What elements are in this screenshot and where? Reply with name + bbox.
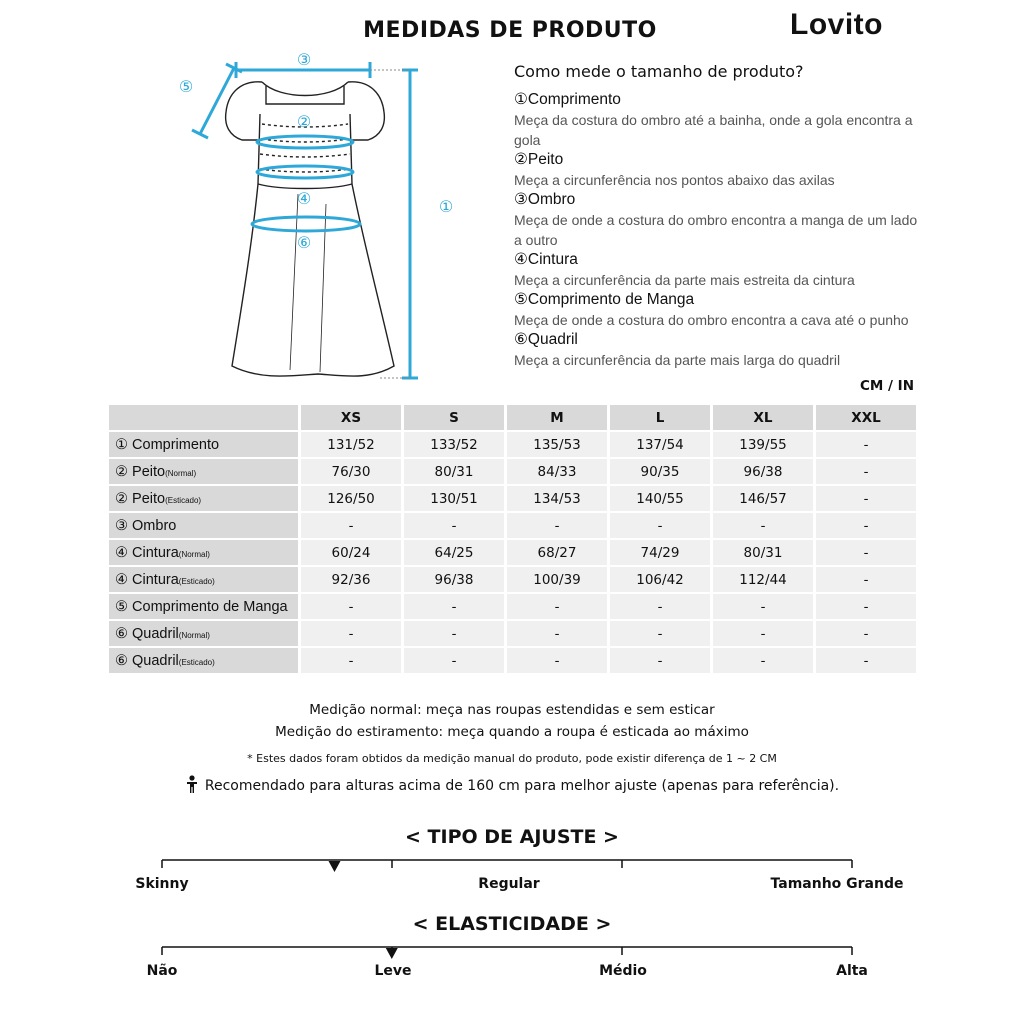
table-row (109, 540, 916, 565)
brand-logo: Lovito (790, 8, 883, 41)
table-cell: 60/24 (301, 540, 401, 565)
row-label-qualifier: (Esticado) (178, 576, 215, 586)
howto-item-title: ①Comprimento (514, 91, 621, 108)
row-label (109, 594, 298, 619)
howto-item-desc: Meça a circunferência nos pontos abaixo das axilas (514, 172, 835, 188)
table-cell: - (404, 648, 504, 673)
table-cell: 139/55 (713, 432, 813, 457)
elasticity-label-light: Leve (374, 963, 412, 979)
row-label-text: ④ Cintura (115, 571, 179, 588)
howto-item-title: ③Ombro (514, 191, 576, 208)
table-cell: - (816, 459, 916, 484)
table-cell: 134/53 (507, 486, 607, 511)
table-cell: 84/33 (507, 459, 607, 484)
table-cell: - (816, 594, 916, 619)
fit-indicator (329, 861, 341, 872)
howto-item-title: ⑤Comprimento de Manga (514, 291, 695, 308)
row-label (109, 540, 298, 565)
table-cell: 146/57 (713, 486, 813, 511)
howto-item-desc: Meça da costura do ombro até a bainha, onde a gola encontra a gola (514, 112, 913, 148)
marker-3: ③ (296, 50, 312, 69)
table-cell: 135/53 (507, 432, 607, 457)
row-label-text: ⑥ Quadril (115, 625, 179, 642)
table-cell: - (507, 621, 607, 646)
row-label (109, 459, 298, 484)
note-disclaimer: * Estes dados foram obtidos da medição manual do produto, pode existir diferença de 1 ~ 2 CM (247, 752, 777, 765)
table-cell: - (507, 594, 607, 619)
howto-item-title: ⑥Quadril (514, 331, 578, 348)
table-cell: 130/51 (404, 486, 504, 511)
table-cell: - (816, 567, 916, 592)
row-label (109, 432, 298, 457)
howto-item-desc: Meça a circunferência da parte mais larga do quadril (514, 352, 841, 368)
table-row (109, 594, 916, 619)
table-cell: - (610, 594, 710, 619)
table-cell: - (610, 621, 710, 646)
table-cell: - (713, 594, 813, 619)
units-label: CM / IN (860, 378, 914, 394)
row-label-text: ③ Ombro (115, 517, 177, 534)
row-label-text: ④ Cintura (115, 544, 179, 561)
table-cell: - (610, 648, 710, 673)
howto-list (514, 90, 924, 370)
elasticity-title: < ELASTICIDADE > (412, 913, 612, 935)
elasticity-indicator (386, 948, 398, 959)
row-label-text: ① Comprimento (115, 436, 220, 453)
table-cell: 76/30 (301, 459, 401, 484)
size-column-header: XS (301, 405, 401, 430)
table-cell: 92/36 (301, 567, 401, 592)
table-row (109, 432, 916, 457)
row-label (109, 648, 298, 673)
table-cell: 68/27 (507, 540, 607, 565)
fit-label-skinny: Skinny (135, 876, 189, 892)
note-normal: Medição normal: meça nas roupas estendidas e sem esticar (309, 702, 715, 718)
dress-diagram (170, 44, 470, 390)
table-cell: - (816, 486, 916, 511)
table-cell: - (713, 648, 813, 673)
howto-item-desc: Meça de onde a costura do ombro encontra a manga de um lado a outro (514, 212, 918, 248)
fit-title: < TIPO DE AJUSTE > (405, 826, 619, 848)
table-cell: 112/44 (713, 567, 813, 592)
row-label (109, 513, 298, 538)
elasticity-label-none: Não (146, 963, 178, 979)
table-cell: 80/31 (404, 459, 504, 484)
table-cell: - (404, 621, 504, 646)
table-cell: 96/38 (713, 459, 813, 484)
marker-6: ⑥ (296, 233, 312, 252)
table-cell: - (816, 648, 916, 673)
table-cell: - (713, 513, 813, 538)
table-corner (109, 405, 298, 430)
row-label-qualifier: (Esticado) (165, 495, 202, 505)
table-row (109, 648, 916, 673)
row-label-text: ② Peito (115, 490, 166, 507)
table-cell: - (816, 432, 916, 457)
table-cell: - (301, 648, 401, 673)
row-label-qualifier: (Esticado) (178, 657, 215, 667)
marker-4: ④ (296, 189, 312, 208)
row-label-qualifier: (Normal) (178, 630, 210, 640)
table-cell: - (507, 648, 607, 673)
size-column-header: S (404, 405, 504, 430)
row-label-text: ⑤ Comprimento de Manga (115, 598, 288, 615)
elasticity-label-high: Alta (836, 963, 868, 979)
table-cell: 133/52 (404, 432, 504, 457)
row-label (109, 486, 298, 511)
marker-5: ⑤ (178, 77, 194, 96)
marker-1: ① (438, 197, 454, 216)
table-cell: 131/52 (301, 432, 401, 457)
page-title: MEDIDAS DE PRODUTO (363, 18, 657, 43)
row-label-text: ⑥ Quadril (115, 652, 179, 669)
table-cell: 74/29 (610, 540, 710, 565)
row-label-qualifier: (Normal) (165, 468, 197, 478)
table-cell: 126/50 (301, 486, 401, 511)
table-cell: 140/55 (610, 486, 710, 511)
table-row (109, 459, 916, 484)
fit-label-regular: Regular (478, 876, 540, 892)
howto-item-title: ②Peito (514, 151, 564, 168)
row-label (109, 621, 298, 646)
size-table (106, 403, 919, 675)
table-cell: - (404, 513, 504, 538)
table-cell: - (507, 513, 607, 538)
table-cell: - (713, 621, 813, 646)
table-cell: 64/25 (404, 540, 504, 565)
table-cell: 90/35 (610, 459, 710, 484)
row-label-qualifier: (Normal) (178, 549, 210, 559)
marker-2: ② (296, 112, 312, 131)
elasticity-label-medium: Médio (599, 963, 647, 979)
table-cell: 100/39 (507, 567, 607, 592)
table-cell: - (816, 621, 916, 646)
table-cell: - (610, 513, 710, 538)
size-column-header: XXL (816, 405, 916, 430)
table-cell: - (301, 594, 401, 619)
table-cell: - (816, 540, 916, 565)
howto-item-desc: Meça de onde a costura do ombro encontra a cava até o punho (514, 312, 909, 328)
size-column-header: L (610, 405, 710, 430)
table-row (109, 513, 916, 538)
note-height-text: Recomendado para alturas acima de 160 cm para melhor ajuste (apenas para referência). (204, 778, 840, 794)
table-row (109, 567, 916, 592)
size-column-header: M (507, 405, 607, 430)
row-label (109, 567, 298, 592)
note-stretch: Medição do estiramento: meça quando a roupa é esticada ao máximo (275, 724, 749, 740)
howto-item-desc: Meça a circunferência da parte mais estreita da cintura (514, 272, 855, 288)
table-cell: - (301, 513, 401, 538)
howto-question: Como mede o tamanho de produto? (514, 62, 804, 81)
table-cell: - (404, 594, 504, 619)
table-row (109, 621, 916, 646)
table-header-row (109, 405, 916, 430)
table-cell: - (816, 513, 916, 538)
table-cell: 80/31 (713, 540, 813, 565)
table-cell: 137/54 (610, 432, 710, 457)
fit-label-large: Tamanho Grande (770, 876, 904, 892)
table-cell: 106/42 (610, 567, 710, 592)
table-row (109, 486, 916, 511)
howto-item-title: ④Cintura (514, 251, 578, 268)
table-cell: 96/38 (404, 567, 504, 592)
row-label-text: ② Peito (115, 463, 166, 480)
person-icon (185, 775, 199, 793)
note-height (0, 775, 1024, 794)
table-cell: - (301, 621, 401, 646)
size-column-header: XL (713, 405, 813, 430)
